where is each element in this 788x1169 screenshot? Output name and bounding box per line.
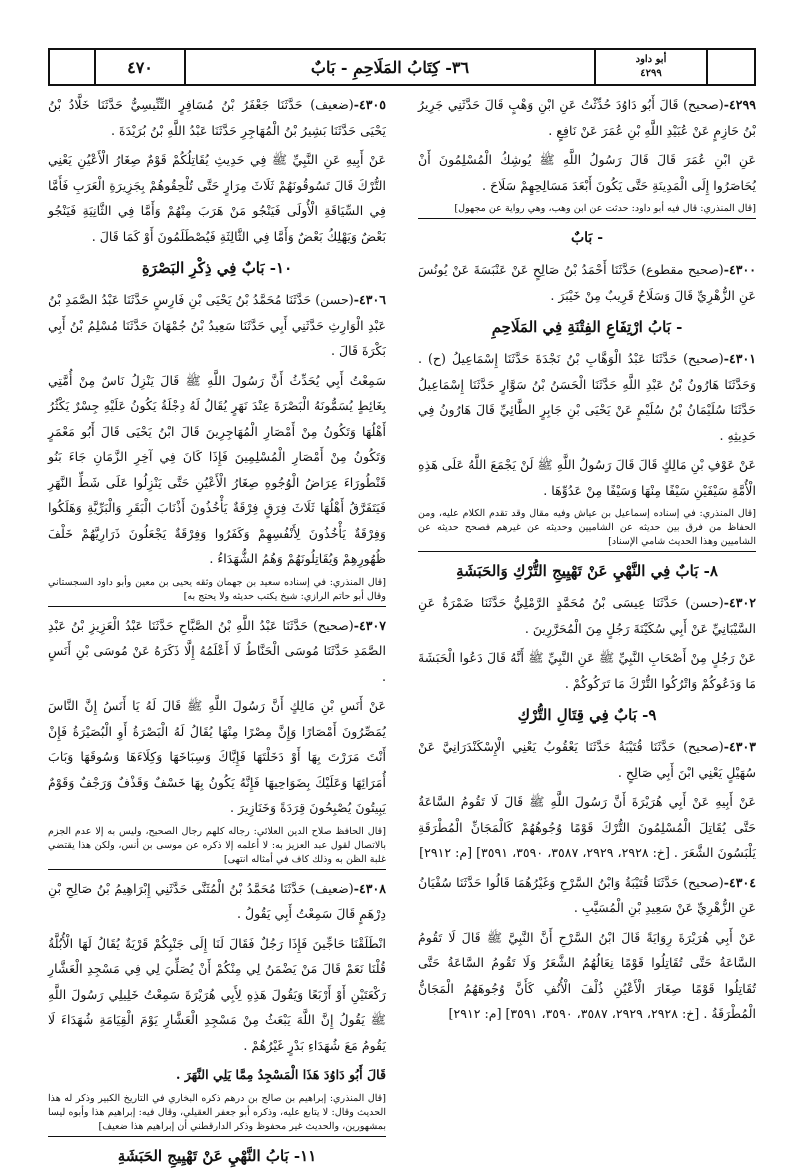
author-remark: قَالَ أَبُو دَاوُدَ هَذَا الْمَسْجِدُ مِمَّا يَلِي النَّهَرَ . [175, 1067, 386, 1082]
hadith-4301: ٤٣٠١-(صحيح) حَدَّثَنَا عَبْدُ الْوَهَّابِ بْنُ نَجْدَةَ حَدَّثَنَا إِسْمَاعِيلُ (ح) . وَحَدَّثَنَا هَارُونُ بْنُ عَبْدِ اللَّهِ حَدَّثَنَا الْحَسَنُ بْنُ سَوَّارٍ حَدَّثَنَا إِسْمَاعِيلُ حَدَّثَنَا سُلَيْمَانُ بْنُ سُلَيْمٍ عَنْ يَحْيَى بْنِ جَابِرٍ الطَّائِيِّ قَالَ هَارُونُ فِي حَدِيثِهِ . [418, 351, 756, 443]
left-column [48, 92, 386, 1165]
header-empty-cell [708, 50, 754, 84]
hadith-matn: سَمِعْتُ أَبِي يُحَدِّثُ أَنَّ رَسُولَ اللَّهِ ﷺ قَالَ يَنْزِلُ نَاسٌ مِنْ أُمَّتِي بِغَائِطٍ يُسَمُّونَهُ الْبَصْرَةَ عِنْدَ نَهَرٍ يُقَالُ لَهُ دِجْلَةُ يَكُونُ عَلَيْهِ جِسْرٌ يَكْثُرُ أَهْلُهَا وَتَكُونُ مِنْ أَمْصَارِ الْمُهَاجِرِينَ قَالَ ابْنُ يَحْيَى قَالَ أَبُو مَعْمَرٍ وَتَكُونُ مِنْ أَمْصَارِ الْمُسْلِمِينَ فَإِذَا كَانَ فِي آخِرِ الزَّمَانِ جَاءَ بَنُو قَنْطُورَاءَ عِرَاضُ الْوُجُوهِ صِغَارُ الْأَعْيُنِ حَتَّى يَنْزِلُوا عَلَى شَطِّ النَّهَرِ فَيَتَفَرَّقُ أَهْلُهَا ثَلَاثَ فِرَقٍ فِرْقَةٌ يَأْخُذُونَ أَذْنَابَ الْبَقَرِ وَالْبَرِّيَّةِ وَهَلَكُوا وَفِرْقَةٌ يَأْخُذُونَ لِأَنْفُسِهِمْ وَكَفَرُوا وَفِرْقَةٌ يَجْعَلُونَ ذَرَارِيَّهُمْ خَلْفَ ظُهُورِهِمْ وَيُقَاتِلُونَهُمْ وَهُمُ الشُّهَدَاءُ . [48, 372, 386, 566]
chapter-heading: - بَابُ ارْتِفَاعِ الفِتْنَةِ فِي المَلَاحِمِ [491, 318, 683, 336]
hadith-matn: عَنِ ابْنِ عُمَرَ قَالَ قَالَ رَسُولُ اللَّهِ ﷺ يُوشِكُ الْمُسْلِمُونَ أَنْ يُحَاصَرُوا إِلَى الْمَدِينَةِ حَتَّى يَكُونَ أَبْعَدَ مَسَالِحِهِمْ سَلَاحَ . [418, 152, 756, 193]
hadith-range: ٤٢٩٩ [640, 68, 662, 79]
page-number: ٤٧٠ [96, 50, 186, 84]
hadith-matn: عَنْ أَبِيهِ عَنِ النَّبِيِّ ﷺ فِي حَدِيثِ يُقَاتِلُكُمْ قَوْمٌ صِغَارُ الْأَعْيُنِ يَعْنِي التُّرْكَ قَالَ تَسُوقُونَهُمْ ثَلَاثَ مِرَارٍ حَتَّى تُلْحِقُوهُمْ بِجَزِيرَةِ الْعَرَبِ فَأَمَّا فِي السِّيَاقَةِ الْأُولَى فَيَنْجُو مَنْ هَرَبَ مِنْهُمْ وَأَمَّا فِي الثَّانِيَةِ فَيَنْجُو بَعْضٌ وَيَهْلِكُ بَعْضٌ وَأَمَّا فِي الثَّالِثَةِ فَيُصْطَلَمُونَ أَوْ كَمَا قَالَ . [48, 152, 386, 244]
hadith-matn: عَنْ أَنَسِ بْنِ مَالِكٍ أَنَّ رَسُولَ اللَّهِ ﷺ قَالَ لَهُ يَا أَنَسُ إِنَّ النَّاسَ يُمَصِّرُونَ أَمْصَارًا وَإِنَّ مِصْرًا مِنْهَا يُقَالُ لَهُ الْبَصْرَةُ أَوِ الْبُصَيْرَةُ فَإِنْ أَنْتَ مَرَرْتَ بِهَا أَوْ دَخَلْتَهَا فَإِيَّاكَ وَسِبَاخَهَا وَكِلَاءَهَا وَسُوقَهَا وَبَابَ أُمَرَائِهَا وَعَلَيْكَ بِضَوَاحِيهَا فَإِنَّهُ يَكُونُ بِهَا خَسْفٌ وَقَذْفٌ وَرَجْفٌ وَقَوْمٌ يَبِيتُونَ يُصْبِحُونَ قِرَدَةً وَخَنَازِيرَ . [48, 698, 386, 815]
hadith-matn: عَنْ أَبِيهِ عَنْ أَبِي هُرَيْرَةَ أَنَّ رَسُولَ اللَّهِ ﷺ قَالَ لَا تَقُومُ السَّاعَةُ حَتَّى يُقَاتِلَ الْمُسْلِمُونَ التُّرْكَ قَوْمًا وُجُوهُهُمْ كَالْمَجَانِّ الْمُطْرَقَةِ يَلْبَسُونَ الشَّعَرَ . [خ: ٢٩٢٨، ٢٩٢٩، ٣٥٨٧، ٣٥٩٠، ٣٥٩١] [م: ٢٩١٢] [418, 794, 756, 860]
hadith-4300: ٤٣٠٠-(صحيح مقطوع) حَدَّثَنَا أَحْمَدُ بْنُ صَالِحٍ عَنْ عَنْبَسَةَ عَنْ يُونُسَ عَنِ الزُّهْرِيِّ قَالَ وَسَلَاحُ قَرِيبٌ مِنْ خَيْبَرَ . [418, 262, 756, 303]
hadith-4299: ٤٢٩٩-(صحيح) قَالَ أَبُو دَاوُدَ حُدِّثْتُ عَنِ ابْنِ وَهْبٍ قَالَ حَدَّثَنِي جَرِيرُ بْنُ حَازِمٍ عَنْ عُبَيْدِ اللَّهِ بْنِ عُمَرَ عَنْ نَافِعٍ . [418, 97, 756, 138]
chapter-heading: ٩- بَابٌ فِي قِتَالِ التُّرْكِ [517, 706, 657, 724]
running-title: ٣٦- كِتَابُ المَلَاحِمِ - بَابٌ [186, 50, 596, 84]
header-empty-cell [50, 50, 96, 84]
hadith-matn: عَنْ رَجُلٍ مِنْ أَصْحَابِ النَّبِيِّ ﷺ عَنِ النَّبِيِّ ﷺ أَنَّهُ قَالَ دَعُوا الْحَبَشَةَ مَا وَدَعُوكُمْ وَاتْرُكُوا التُّرْكَ مَا تَرَكُوكُمْ . [418, 650, 756, 691]
hadith-4306: ٤٣٠٦-(حسن) حَدَّثَنَا مُحَمَّدُ بْنُ يَحْيَى بْنِ فَارِسٍ حَدَّثَنَا عَبْدُ الصَّمَدِ بْنُ عَبْدِ الْوَارِثِ حَدَّثَنِي أَبِي حَدَّثَنَا سَعِيدُ بْنُ جُمْهَانَ حَدَّثَنَا مُسْلِمُ بْنُ أَبِي بَكْرَةَ قَالَ . [48, 292, 386, 358]
footnote: [قال المنذري: في إسناده سعيد بن جهمان وثقه يحيى بن معين وأبو داود السجستاني وقال أبو حاتم الرازي: شيخ يكتب حديثه ولا يحتج به] [48, 576, 386, 607]
book-name: أبو داود [635, 54, 667, 65]
hadith-matn: عَنْ أَبِي هُرَيْرَةَ رِوَايَةً قَالَ ابْنُ السَّرْحِ أَنَّ النَّبِيَّ ﷺ قَالَ لَا تَقُومُ السَّاعَةُ حَتَّى تُقَاتِلُوا قَوْمًا نِعَالُهُمُ الشَّعَرُ وَلَا تَقُومُ السَّاعَةُ حَتَّى تُقَاتِلُوا قَوْمًا صِغَارَ الْأَعْيُنِ ذُلْفَ الْأُنُفِ كَأَنَّ وُجُوهَهُمُ الْمَجَانُّ الْمُطْرَقَةُ . [خ: ٢٩٢٨، ٢٩٢٩، ٣٥٨٧، ٣٥٩٠، ٣٥٩١] [م: ٢٩١٢] [418, 929, 756, 1021]
header-book-info [596, 50, 708, 84]
footnote: [قال الحافظ صلاح الدين العلائي: رجاله كلهم رجال الصحيح، وليس به إلا عدم الجزم بالاتصال لقول عبد العزيز به: لا أعلمه إلا ذكره عن موسى بن أنس، ولكن هذا يقتضي غلبة الظن به وذلك كاف في أمثاله انتهى] [48, 825, 386, 870]
chapter-heading: ١١- بَابُ النَّهْيِ عَنْ تَهْيِيجِ الحَبَشَةِ [117, 1146, 317, 1165]
chapter-heading: - بَابٌ [570, 230, 604, 246]
footnote: [قال المنذري: إبراهيم بن صالح بن درهم ذكره البخاري في التاريخ الكبير وذكر له هذا الحديث وقال: لا يتابع عليه، وذكره أبو جعفر العقيلي، وقال فيه: إبراهيم هذا وأبوه ليسا بمشهورين، والحديث غير محفوظ وذكر الدارقطني أن إبراهيم هذا ضعيف] [48, 1092, 386, 1137]
hadith-4308: ٤٣٠٨-(ضعيف) حَدَّثَنَا مُحَمَّدُ بْنُ الْمُثَنَّى حَدَّثَنِي إِبْرَاهِيمُ بْنُ صَالِحِ بْنِ دِرْهَمٍ قَالَ سَمِعْتُ أَبِي يَقُولُ . [48, 880, 386, 921]
hadith-4304: ٤٣٠٤-(صحيح) حَدَّثَنَا قُتَيْبَةُ وَابْنُ السَّرْحِ وَغَيْرُهُمَا قَالُوا حَدَّثَنَا سُفْيَانُ عَنِ الزُّهْرِيِّ عَنْ سَعِيدِ بْنِ الْمُسَيَّبِ . [418, 874, 756, 915]
hadith-4302: ٤٣٠٢-(حسن) حَدَّثَنَا عِيسَى بْنُ مُحَمَّدٍ الرَّمْلِيُّ حَدَّثَنَا ضَمْرَةُ عَنِ السَّيْبَانِيِّ عَنْ أَبِي سُكَيْنَةَ رَجُلٍ مِنَ الْمُحَرَّرِينَ . [418, 595, 756, 636]
hadith-4305: ٤٣٠٥-(ضعيف) حَدَّثَنَا جَعْفَرُ بْنُ مُسَافِرٍ التِّنِّيسِيُّ حَدَّثَنَا خَلَّادُ بْنُ يَحْيَى حَدَّثَنَا بَشِيرُ بْنُ الْمُهَاجِرِ حَدَّثَنَا عَبْدُ اللَّهِ بْنُ بُرَيْدَةَ . [48, 97, 386, 138]
hadith-4303: ٤٣٠٣-(صحيح) حَدَّثَنَا قُتَيْبَةُ حَدَّثَنَا يَعْقُوبُ يَعْنِي الْإِسْكَنْدَرَانِيَّ عَنْ سُهَيْلٍ يَعْنِي ابْنَ أَبِي صَالِحٍ . [418, 739, 756, 780]
right-column [418, 92, 756, 1072]
page-header [48, 48, 756, 86]
hadith-matn: انْطَلَقْنَا حَاجِّينَ فَإِذَا رَجُلٌ فَقَالَ لَنَا إِلَى جَنْبِكُمْ قَرْيَةٌ يُقَالُ لَهَا الْأُبُلَّةُ قُلْنَا نَعَمْ قَالَ مَنْ يَضْمَنُ لِي مِنْكُمْ أَنْ يُصَلِّيَ لِي فِي مَسْجِدِ الْعَشَّارِ رَكْعَتَيْنِ أَوْ أَرْبَعًا وَيَقُولَ هَذِهِ لِأَبِي هُرَيْرَةَ سَمِعْتُ خَلِيلِي رَسُولَ اللَّهِ ﷺ يَقُولُ إِنَّ اللَّهَ يَبْعَثُ مِنْ مَسْجِدِ الْعَشَّارِ يَوْمَ الْقِيَامَةِ شُهَدَاءَ لَا يَقُومُ مَعَ شُهَدَاءِ بَدْرٍ غَيْرُهُمْ . [48, 935, 386, 1053]
chapter-heading: ١٠- بَابٌ فِي ذِكْرِ البَصْرَةِ [141, 259, 293, 277]
footnote: [قال المنذري: قال فيه أبو داود: حدثت عن ابن وهب، وهي رواية عن مجهول] [418, 202, 756, 219]
hadith-matn: عَنْ عَوْفِ بْنِ مَالِكٍ قَالَ قَالَ رَسُولُ اللَّهِ ﷺ لَنْ يَجْمَعَ اللَّهُ عَلَى هَذِهِ الْأُمَّةِ سَيْفَيْنِ سَيْفًا مِنْهَا وَسَيْفًا مِنْ عَدُوِّهَا . [418, 457, 756, 498]
chapter-heading: ٨- بَابٌ فِي النَّهْيِ عَنْ تَهْيِيجِ التُّرْكِ وَالحَبَشَةِ [456, 562, 718, 580]
footnote: [قال المنذري: في إسناده إسماعيل بن عياش وفيه مقال وقد تقدم الكلام عليه، ومن الحفاظ من فرق بين حديثه عن الشاميين وحديثه عن غيرهم فصحح حديثه عن الشاميين وهذا الحديث شامي الإسناد] [418, 507, 756, 552]
hadith-4307: ٤٣٠٧-(صحيح) حَدَّثَنَا عَبْدُ اللَّهِ بْنُ الصَّبَّاحِ حَدَّثَنَا عَبْدُ الْعَزِيزِ بْنُ عَبْدِ الصَّمَدِ حَدَّثَنَا مُوسَى الْحَنَّاطُ لَا أَعْلَمُهُ إِلَّا ذَكَرَهُ عَنْ مُوسَى بْنِ أَنَسٍ . [48, 617, 386, 684]
